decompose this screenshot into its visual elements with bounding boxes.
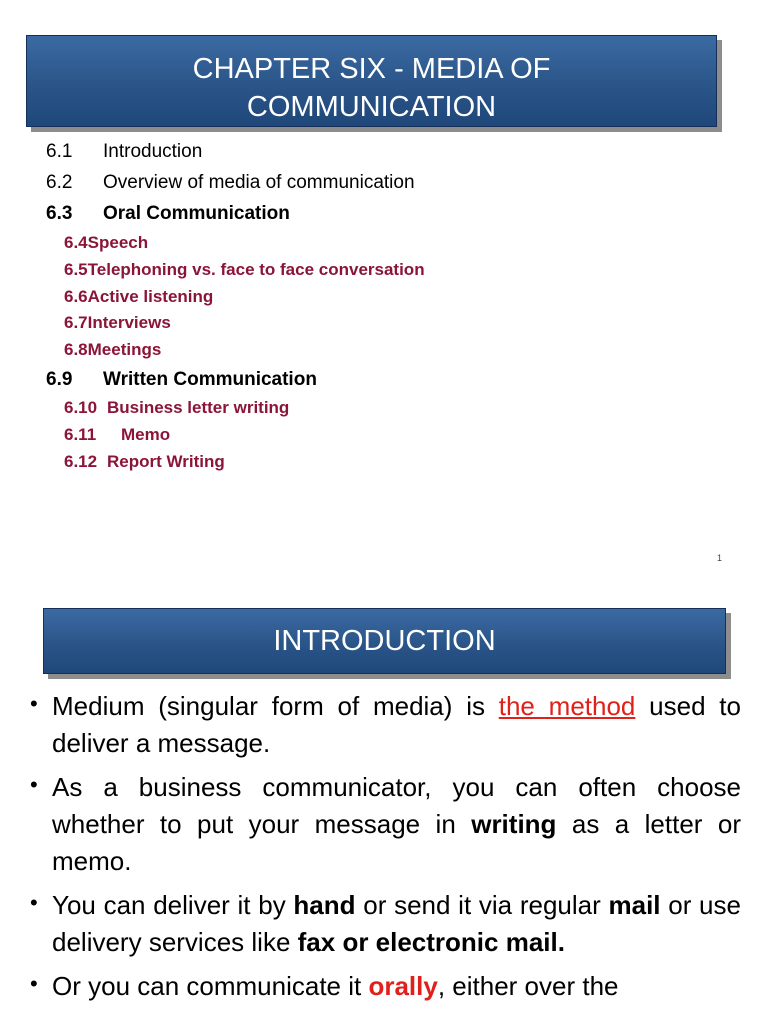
chapter-title <box>26 35 717 127</box>
bullet-item-writing: • As a business communicator, you can often choose whether to put your message in writing as a letter or memo. <box>30 769 741 880</box>
slide-page-number: 1 <box>716 553 722 563</box>
toc-item-6-7: 6.7Interviews <box>64 313 171 332</box>
bullet-item-delivery: • You can deliver it by hand or send it via regular mail or use delivery services like fax or electronic mail. <box>30 887 741 961</box>
bullet-item-medium: • Medium (singular form of media) is the method used to deliver a message. <box>30 688 741 762</box>
toc-item-6-9: 6.9 Written Communication <box>46 369 317 390</box>
highlight-orally: orally <box>368 971 438 1001</box>
toc-item-6-11: 6.11 Memo <box>64 425 171 444</box>
introduction-title: INTRODUCTION <box>43 608 726 674</box>
toc-item-6-3: 6.3 Oral Communication <box>46 203 290 224</box>
bullet-icon: • <box>30 890 38 915</box>
bullet-icon: • <box>30 772 38 797</box>
toc-item-6-4: 6.4Speech <box>64 233 149 252</box>
toc-item-6-12: 6.12 Report Writing <box>64 452 225 471</box>
toc-item-6-2: 6.2 Overview of media of communication <box>46 172 415 193</box>
highlight-the-method: the method <box>498 691 636 721</box>
bullet-icon: • <box>30 691 38 716</box>
bullet-item-orally: • Or you can communicate it orally, either over the <box>30 968 741 1005</box>
chapter-title-line-1: CHAPTER SIX - MEDIA OF <box>192 53 551 85</box>
bullet-list <box>30 688 741 1012</box>
toc-item-6-10: 6.10 Business letter writing <box>64 398 290 417</box>
toc-item-6-6: 6.6Active listening <box>64 287 214 306</box>
toc-item-6-1: 6.1 Introduction <box>46 141 203 162</box>
chapter-title-line-2: COMMUNICATION <box>246 91 497 123</box>
bullet-icon: • <box>30 971 38 996</box>
toc-item-6-8: 6.8Meetings <box>64 340 162 359</box>
slide-2 <box>0 580 768 1024</box>
toc-item-6-5: 6.5Telephoning vs. face to face conversation <box>64 260 425 279</box>
